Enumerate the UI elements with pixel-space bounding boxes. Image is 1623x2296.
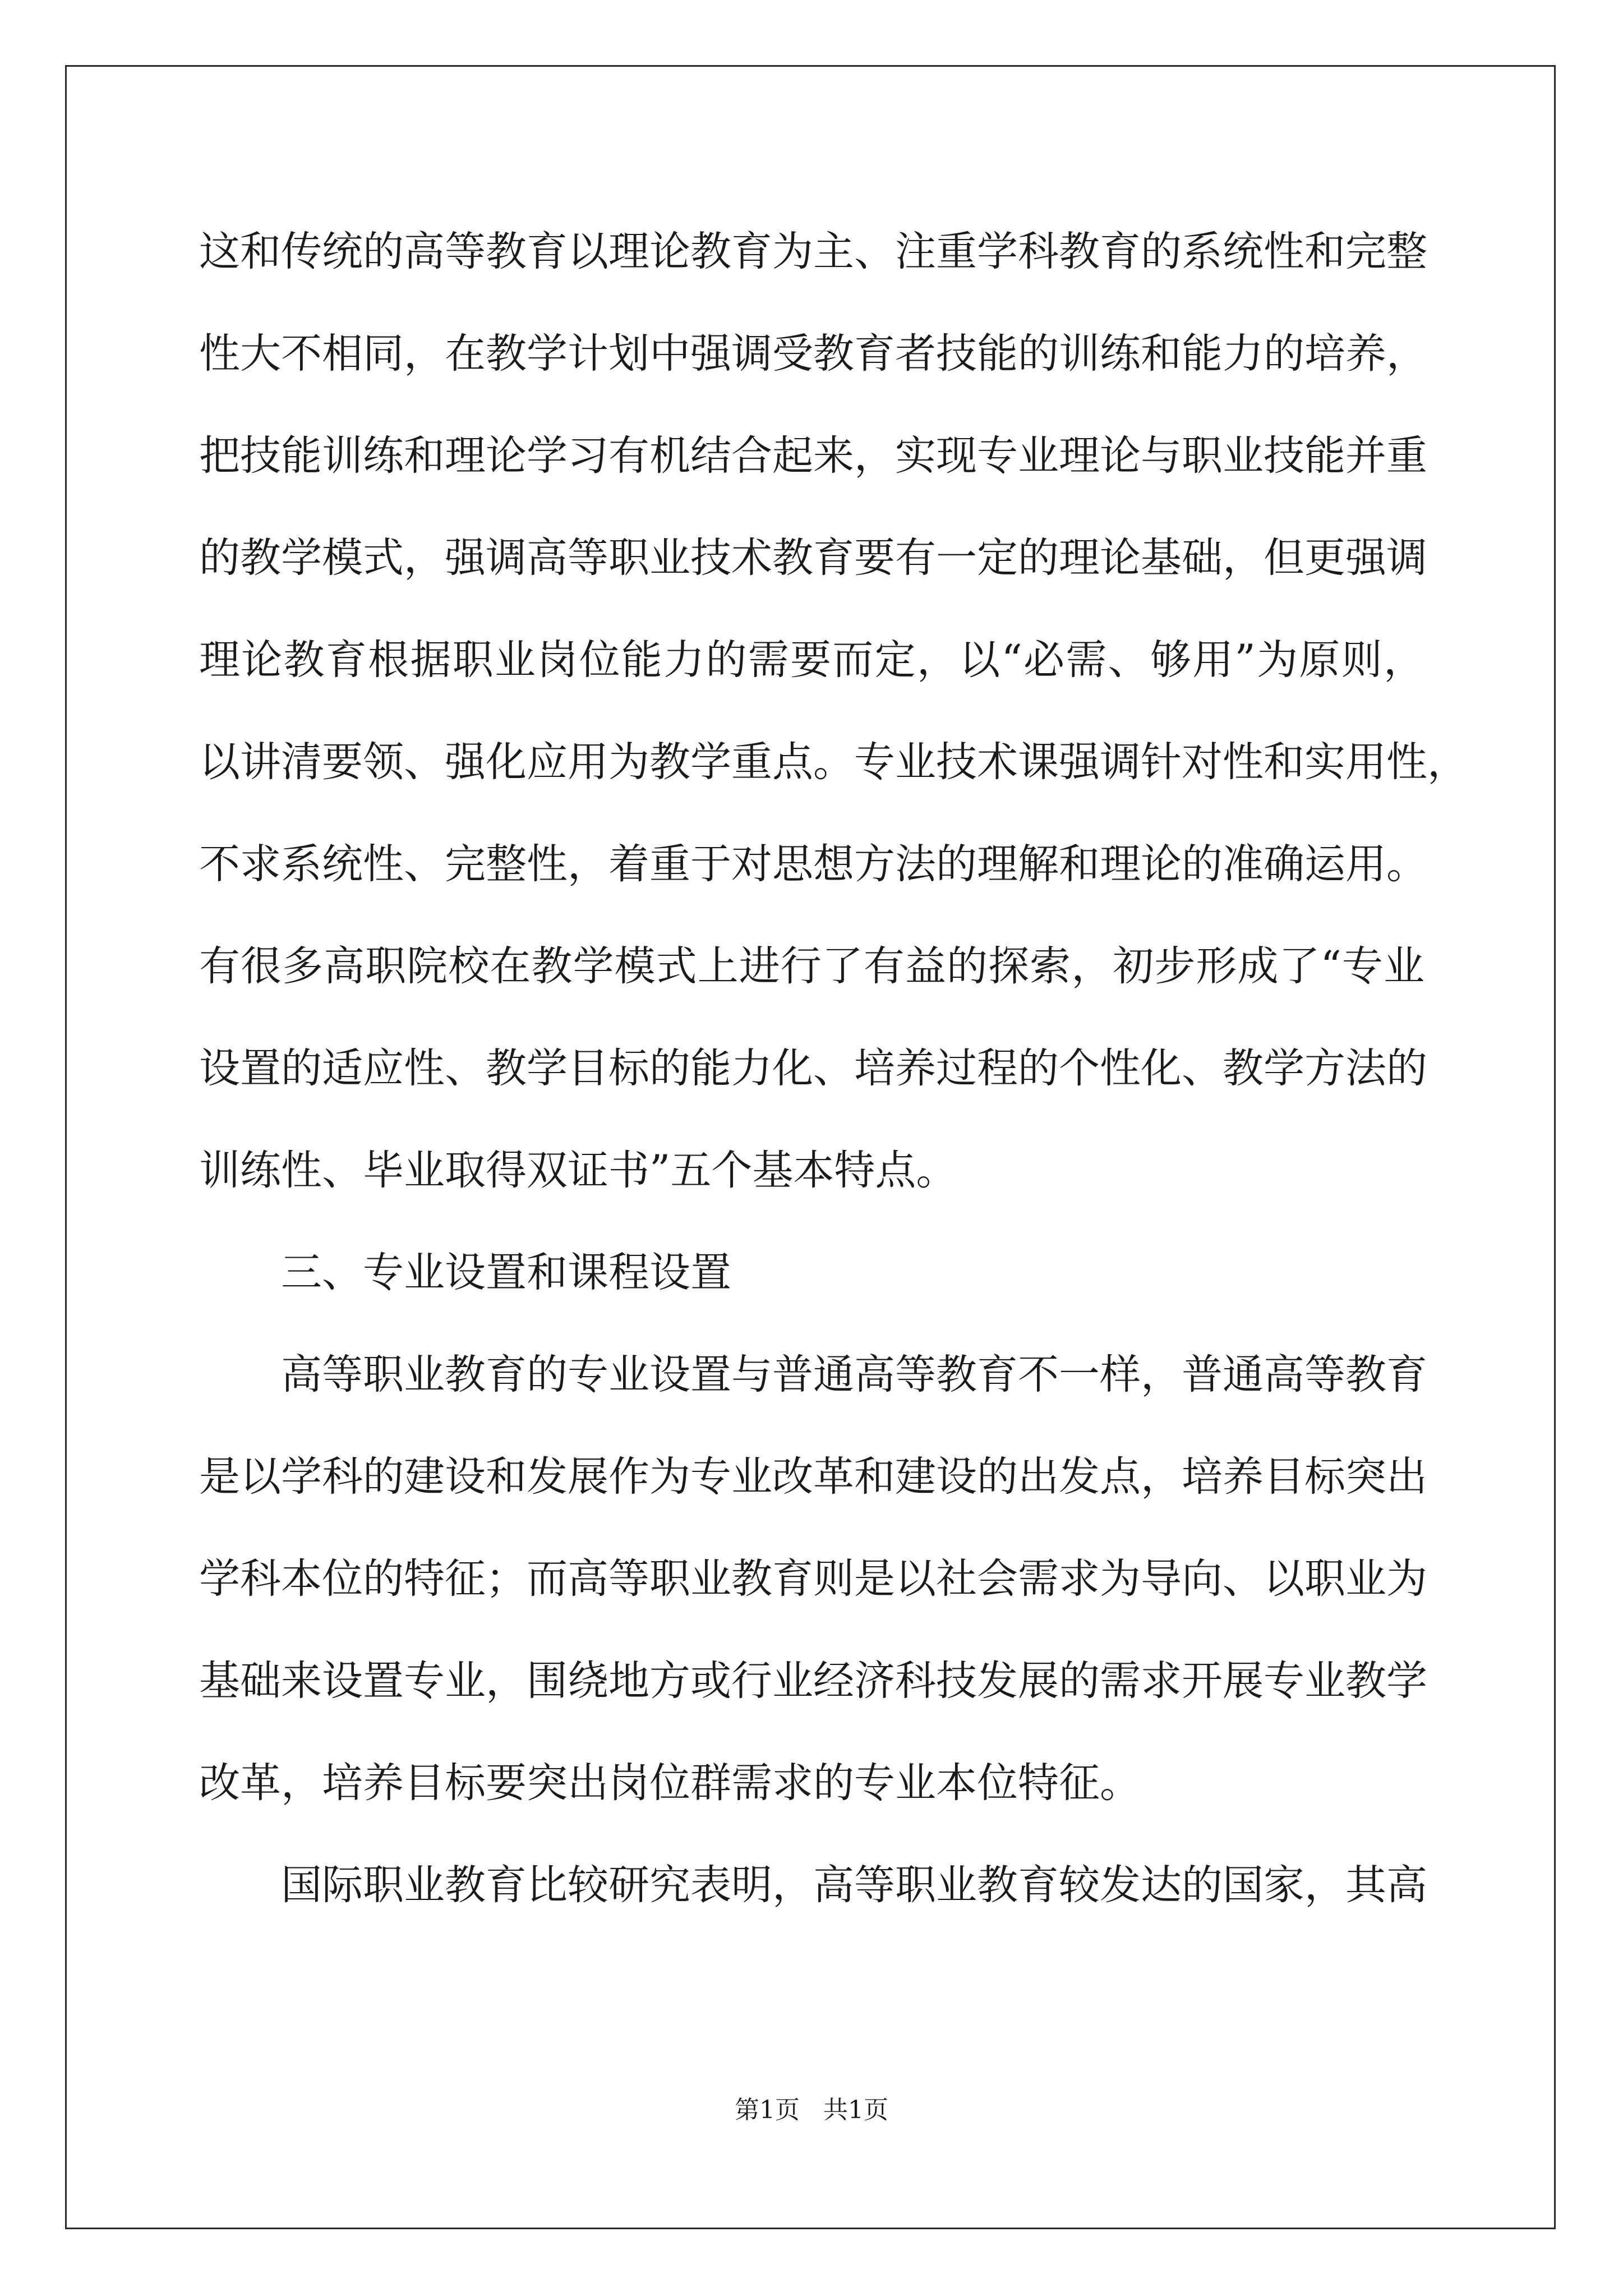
page-footer: 第1页 共1页 [735, 2096, 888, 2124]
text-line: 国际职业教育比较研究表明，高等职业教育较发达的国家，其高 [281, 1861, 1427, 1909]
text-line: 基础来设置专业，围绕地方或行业经济科技发展的需求开展专业教学 [199, 1657, 1427, 1705]
text-line: 把技能训练和理论学习有机结合起来，实现专业理论与职业技能并重 [199, 432, 1427, 480]
text-line: 不求系统性、完整性，着重于对思想方法的理解和理论的准确运用。 [199, 840, 1427, 888]
text-line: 设置的适应性、教学目标的能力化、培养过程的个性化、教学方法的 [199, 1045, 1427, 1092]
text-line: 是以学科的建设和发展作为专业改革和建设的出发点，培养目标突出 [199, 1453, 1427, 1501]
text-line: 的教学模式，强调高等职业技术教育要有一定的理论基础，但更强调 [199, 534, 1427, 582]
text-line: 有很多高职院校在教学模式上进行了有益的探索，初步形成了“专业 [199, 942, 1424, 990]
text-line: 三、专业设置和课程设置 [281, 1249, 731, 1296]
text-line: 以讲清要领、强化应用为教学重点。专业技术课强调针对性和实用性， [199, 738, 1468, 786]
text-line: 学科本位的特征；而高等职业教育则是以社会需求为导向、以职业为 [199, 1555, 1427, 1603]
text-line: 改革，培养目标要突出岗位群需求的专业本位特征。 [199, 1759, 1141, 1807]
text-line: 这和传统的高等教育以理论教育为主、注重学科教育的系统性和完整 [199, 228, 1427, 275]
text-line: 理论教育根据职业岗位能力的需要而定，以“必需、够用”为原则， [199, 636, 1424, 684]
text-line: 性大不相同，在教学计划中强调受教育者技能的训练和能力的培养， [199, 330, 1427, 378]
text-line: 高等职业教育的专业设置与普通高等教育不一样，普通高等教育 [281, 1351, 1427, 1398]
text-line: 训练性、毕业取得双证书”五个基本特点。 [199, 1147, 957, 1194]
document-body [199, 218, 1468, 1954]
